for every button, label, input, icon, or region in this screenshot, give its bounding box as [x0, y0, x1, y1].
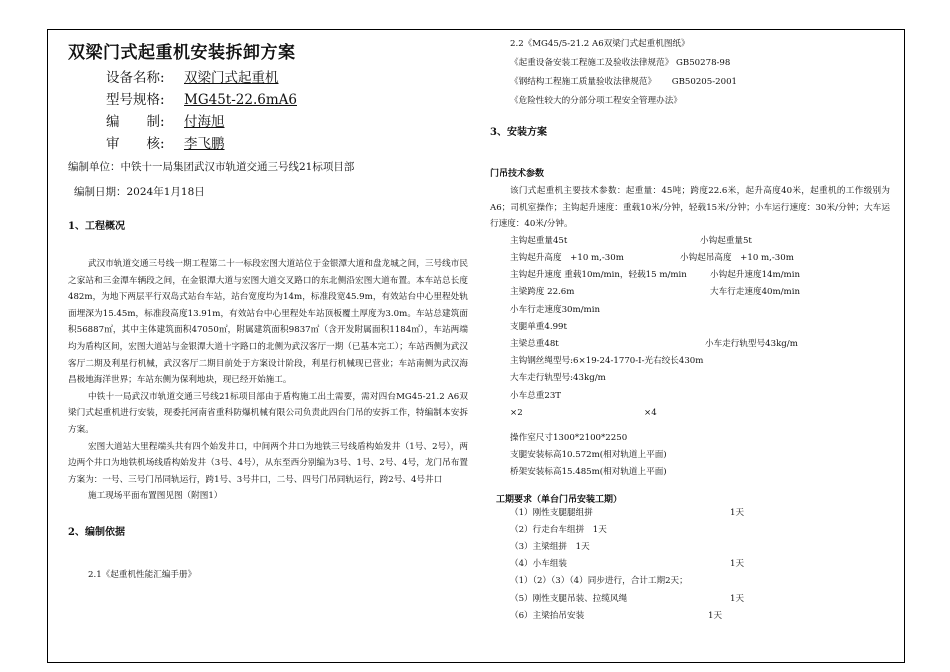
param-row: 主梁总重48t 小车走行轨型号43kg/m — [510, 339, 798, 349]
section-3-heading: 3、安装方案 — [490, 127, 547, 138]
schedule-item: （5）刚性支腿吊装、拉缆风绳 1天 — [510, 593, 745, 604]
paragraph: 中铁十一局武汉市轨道交通三号线21标项目部由于盾构施工出土需要，需对四台MG45-21.2 A6双梁门式起重机进行安装，现委托河南省重科防爆机械有限公司负责此四台门吊的安拆工作，特编制本安拆方案。 — [68, 391, 468, 435]
param-row: 主钩起重量45t 小钩起重量5t — [510, 235, 752, 246]
schedule-item: （6）主梁抬吊安装 1天 — [510, 610, 723, 621]
param-row: 小车行走速度30m/min — [510, 304, 600, 315]
paragraph: 宏图大道站大里程端头共有四个始发井口，中间两个井口为地铁三号线盾构始发井（1号、2号），两边两个井口为地铁机场线盾构始发井（3号、4号），从东至西分别编为3号、1号、2号、4号，龙门吊布置方案为：一号、三号门吊同轨运行，跨1号、3号井口，二号、四号门吊同轨运行，跨2号、4号井口 — [68, 441, 468, 485]
params-heading: 门吊技术参数 — [490, 169, 545, 179]
compiling-unit: 编制单位：中铁十一局集团武汉市轨道交通三号线21标项目部 — [68, 161, 355, 173]
param-row: 主钩起升高度 +10 m,-30m 小钩起吊高度 +10 m,-30m — [510, 252, 794, 263]
param-tail: 桥架安装标高15.485m(相对轨道上平面) — [510, 467, 667, 478]
meta-equipment-name: 设备名称: 双梁门式起重机 — [106, 70, 279, 86]
reference-item: 2.2《MG45/5-21.2 A6双梁门式起重机图纸》 — [510, 39, 690, 49]
paragraph: 施工现场平面布置图见图（附图1） — [88, 491, 223, 502]
param-row: ×2 ×4 — [510, 407, 657, 418]
params-intro: 该门式起重机主要技术参数：起重量：45吨；跨度22.6米，起升高度40米，起重机的工作级别为A6；司机室操作；主钩起升速度：重载10米/分钟，轻载15米/分钟；小车运行速度：30米/分钟；大车运行速度：40米/分钟。 — [490, 186, 890, 230]
schedule-heading: 工期要求（单台门吊安装工期） — [496, 494, 623, 505]
param-tail: 操作室尺寸1300*2100*2250 — [510, 433, 628, 444]
compiling-date: 编制日期：2024年1月18日 — [74, 186, 205, 198]
param-row: 主梁跨度 22.6m 大车行走速度40m/min — [510, 287, 800, 298]
schedule-item: （3）主梁组拼 1天 — [510, 542, 590, 553]
reference-item: 《钢结构工程施工质量验收法律规范》 GB50205-2001 — [510, 77, 738, 87]
param-row: 大车走行轨型号:43kg/m — [510, 373, 606, 384]
param-row: 主钩钢丝绳型号:6×19-24-1770-Ⅰ-光右绞长430m — [510, 356, 704, 367]
schedule-item: （1）（2）（3）（4）同步进行，合计工期2天； — [510, 576, 688, 587]
section-1-heading: 1、工程概况 — [68, 221, 125, 232]
left-column — [68, 38, 468, 585]
param-row: 主钩起升速度 重载10m/min，轻载15 m/min 小钩起升速度14m/min — [510, 270, 800, 281]
reference-item: 《起重设备安装工程施工及验收法律规范》 GB50278-98 — [510, 58, 731, 68]
meta-model: 型号规格: MG45t-22.6mA6 — [106, 92, 297, 108]
paragraph: 武汉市轨道交通三号线一期工程第二十一标段宏图大道站位于金银潭大道和盘龙城之间，三号线市民之家站和三金潭车辆段之间，在金银潭大道与宏图大道交叉路口的东北侧沿宏图大道布置。本车站总长度482m，为地下两层平行双岛式站台车站，站台宽度均为14m，标准段宽45.9m，有效站台中心里程处轨面埋深为15.45m，标准段高度13.91m，有效站台中心里程处车站顶板覆土厚度为3.0m。车站总建筑面积56887㎡，其中主体建筑面积47050㎡，附属建筑面积9837㎡（含开发附属面积1184㎡），车站两端均为盾构区间，宏图大道站与金银潭大道十字路口的北侧为武汉客厅一期（已基本完工）；车站西侧为武汉客厅二期及利星行机械，武汉客厅二期目前处于方案设计阶段，利星行机械现已营业；车站南侧为武汉海昌极地海洋世界；车站东侧为保利地块，现已经开始施工。 — [68, 259, 468, 386]
param-tail: 支腿安装标高10.572m(相对轨道上平面) — [510, 450, 667, 461]
schedule-item: （4）小车组装 1天 — [510, 559, 745, 570]
reference-item: 2.1《起重机性能汇编手册》 — [88, 569, 197, 580]
schedule-item: （1）刚性支腿腿组拼 1天 — [510, 507, 745, 518]
meta-author: 编 制: 付海旭 — [106, 114, 225, 130]
document-title: 双梁门式起重机安装拆卸方案 — [68, 43, 296, 63]
meta-reviewer: 审 核: 李飞鹏 — [106, 136, 225, 152]
schedule-item: （2）行走台车组拼 1天 — [510, 524, 607, 535]
section-2-heading: 2、编制依据 — [68, 526, 125, 538]
param-row: 小车总重23T — [510, 390, 562, 401]
reference-item: 《危险性较大的分部分项工程安全管理办法》 — [510, 96, 682, 106]
right-column — [490, 35, 910, 625]
param-row: 支腿单重4.99t — [510, 321, 567, 332]
